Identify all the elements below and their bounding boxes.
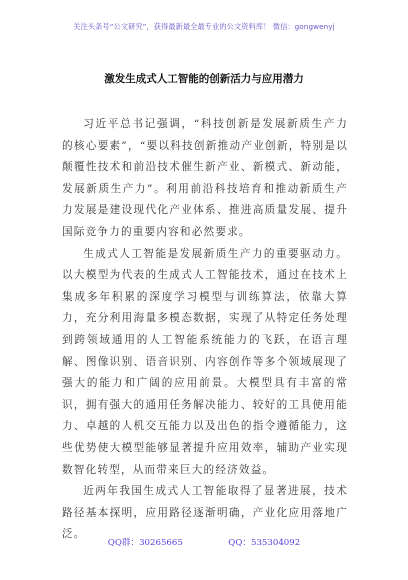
paragraph: 近两年我国生成式人工智能取得了显著进展，技术路径基本探明，应用路径逐渐明确，产业化应用落地广泛。: [62, 485, 348, 541]
header-banner: [0, 22, 408, 32]
footer: [0, 536, 408, 548]
header-banner-text: 关注头条号“公文研究”，获得最新最全最专业的公文资料库！ 微信：gongwenyj: [73, 22, 335, 31]
paragraph: 习近平总书记强调，“科技创新是发展新质生产力的核心要素”，“要以科技创新推动产业创新，特别是以颠覆性技术和前沿技术催生新产业、新模式、新动能，发展新质生产力”。利用前沿科技培育和推动新质生产力发展是建设现代化产业体系、推进高质量发展、提升国际竞争力的重要内容和必然要求。: [62, 118, 348, 238]
paragraph: 生成式人工智能是发展新质生产力的重要驱动力。以大模型为代表的生成式人工智能技术，通过在技术上集成多年积累的深度学习模型与训练算法，依靠大算力，充分利用海量多模态数据，实现了从特定任务处理到跨领域通用的人工智能系统能力的飞跃，在语言理解、图像识别、语音识别、内容创作等多个领域展现了强大的能力和广阔的应用前景。大模型具有丰富的常识，拥有强大的通用任务解决能力、较好的工具使用能力、卓越的人机交互能力以及出色的指令遵循能力，这些优势使大模型能够显著提升应用效率，辅助产业实现数智化转型，从而带来巨大的经济效益。: [62, 247, 348, 476]
footer-qq: QQ：535304092: [228, 538, 301, 548]
document-title: 激发生成式人工智能的创新活力与应用潜力: [104, 73, 304, 85]
document-body: [62, 114, 348, 546]
footer-qq-group: QQ群：30265665: [107, 538, 183, 548]
